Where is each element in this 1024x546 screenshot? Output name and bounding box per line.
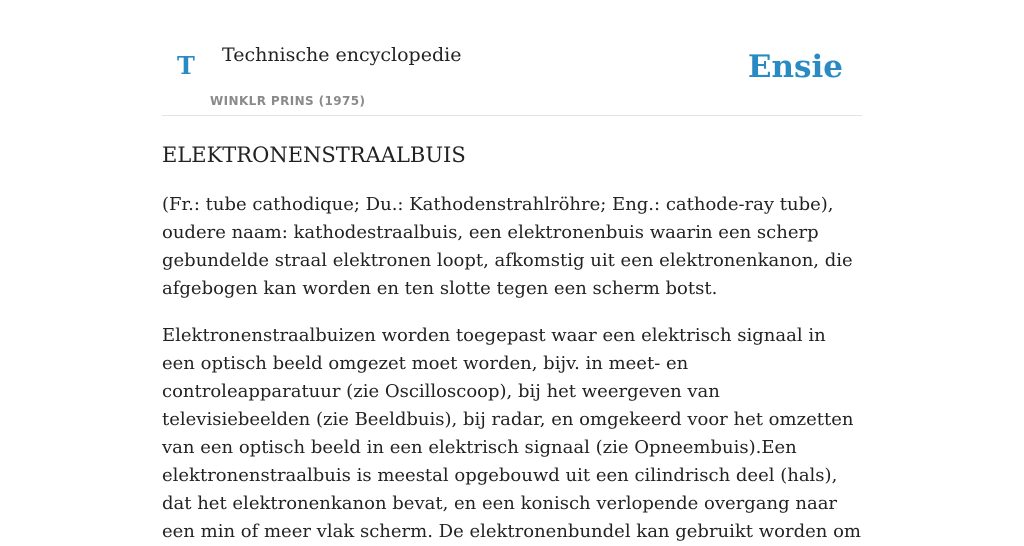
article-title: ELEKTRONENSTRAALBUIS <box>162 143 466 167</box>
header <box>162 0 862 116</box>
article-paragraph-1: (Fr.: tube cathodique; Du.: Kathodenstrahlröhre; Eng.: cathode-ray tube), oudere naam: kathodestraalbuis, een elektronenbuis waarin een scherp gebundelde straal elektronen loopt, afkomstig uit een elektronenkanon, die afgebogen kan worden en ten slotte tegen een scherm botst. <box>162 194 853 299</box>
book-logo-icon[interactable]: T <box>177 51 195 80</box>
brand-logo[interactable]: Ensie <box>747 49 843 85</box>
source-label: WINKLR PRINS (1975) <box>210 94 366 108</box>
article-paragraph-2: Elektronenstraalbuizen worden toegepast waar een elektrisch signaal in een optisch beeld omgezet moet worden, bijv. in meet- en controleapparatuur (zie Oscilloscoop), bij het weergeven van televisiebeelden (zie Beeldbuis), bij radar, en omgekeerd voor het omzetten van een optisch beeld in een elektrisch signaal (zie Opneembuis).Een elektronenstraalbuis is meestal opgebouwd uit een cilindrisch deel (hals), dat het elektronenkanon bevat, en een konisch verlopende overgang naar een min of meer vlak scherm. De elektronenbundel kan gebruikt worden om <box>162 325 862 542</box>
article <box>162 138 862 546</box>
book-title-link[interactable]: Technische encyclopedie <box>222 44 462 66</box>
